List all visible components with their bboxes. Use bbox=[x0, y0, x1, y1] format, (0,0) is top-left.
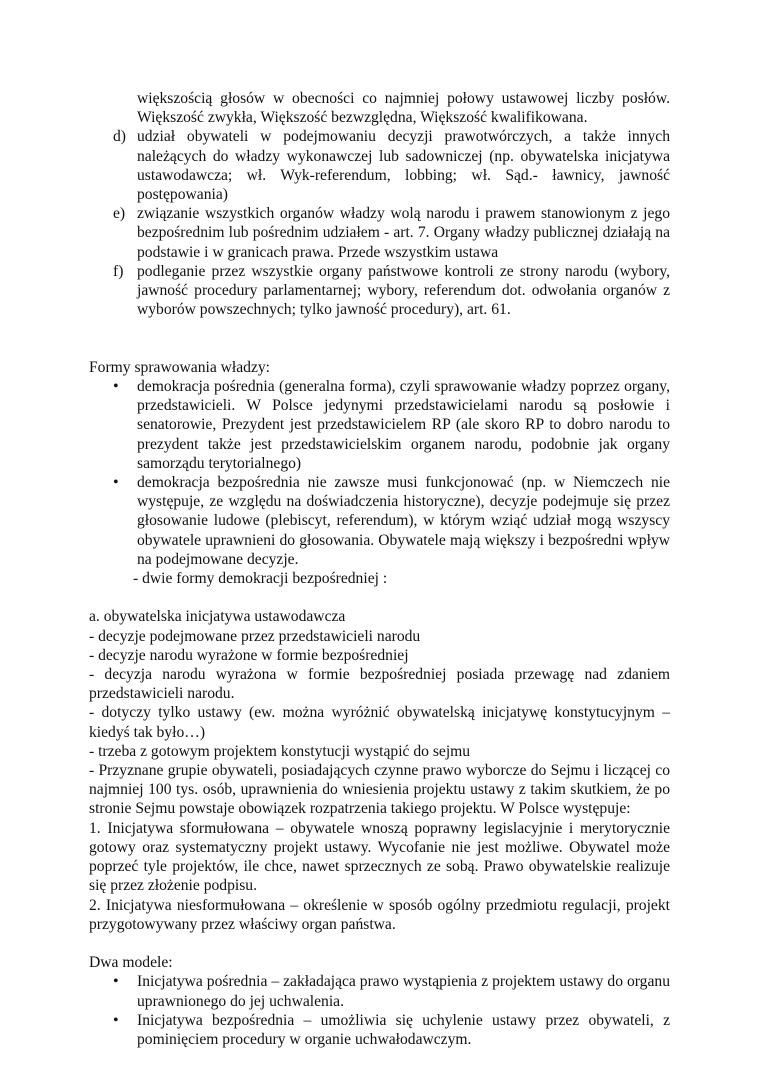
models-heading: Dwa modele: bbox=[89, 954, 173, 972]
bullet-text: demokracja pośrednia (generalna forma), czyli sprawowanie władzy poprzez organy, przedstawicieli. W Polsce jedynymi przedstawicielami narodu są posłowie i senatorowie, Prezydent jest przedstawicielem RP (ale skoro RP to dobro narodu to prezydent także jest przedstawicielskim organem narodu, podobnie jak organy samorządu terytorialnego) bbox=[137, 378, 670, 472]
lettered-item-f bbox=[89, 262, 670, 320]
initiative-line: - dotyczy tylko ustawy (ew. można wyróżnić obywatelską inicjatywę konstytucyjnym – kiedyś tak było…) bbox=[89, 704, 670, 741]
bullet-icon bbox=[113, 377, 131, 396]
initiative-line: - decyzja narodu wyrażona w formie bezpośredniej posiada przewagę nad zdaniem przedstawicieli narodu. bbox=[89, 666, 670, 703]
item-text: podleganie przez wszystkie organy państwowe kontroli ze strony narodu (wybory, jawność procedury parlamentarnej; wybory, referendum dot. odwołania organów z wyborów powszechnych; tylko jawność procedury), art. 61. bbox=[137, 262, 670, 319]
initiative-line: 1. Inicjatywa sformułowana – obywatele wnoszą poprawny legislacyjnie i merytorycznie gotowy oraz systematyczny projekt ustawy. Wycofanie nie jest możliwe. Obywatel może poprzeć tyle projektów, ile chce, nawet sprzecznych ze sobą. Prawo obywatelskie realizuje się przez złożenie podpisu. bbox=[89, 819, 670, 895]
forms-bullet bbox=[89, 473, 670, 569]
spacer bbox=[89, 588, 670, 607]
bullet-text: Inicjatywa pośrednia – zakładająca prawo wystąpienia z projektem ustawy do organu uprawnionego do jej uchwalenia. bbox=[137, 973, 670, 1010]
bullet-text: Inicjatywa bezpośrednia – umożliwia się uchylenie ustawy przez obywateli, z pominięciem procedury w organie uchwałodawczym. bbox=[137, 1011, 670, 1048]
item-label: d) bbox=[113, 128, 126, 146]
initiative-line: - decyzje narodu wyrażone w formie bezpośredniej bbox=[89, 646, 409, 664]
models-bullet bbox=[89, 972, 670, 1010]
spacer bbox=[89, 319, 670, 357]
item-text: udział obywateli w podejmowaniu decyzji prawotwórczych, a także innych należących do władzy wykonawczej lub sadowniczej (np. obywatelska inicjatywa ustawodawcza; wł. Wyk-referendum, lobbing; wł. Sąd.- ławnicy, jawność postępowania) bbox=[137, 128, 670, 204]
spacer bbox=[89, 934, 670, 953]
bullet-icon bbox=[113, 1011, 131, 1030]
item-label: f) bbox=[113, 262, 124, 280]
sub-note: - dwie formy demokracji bezpośredniej : bbox=[133, 570, 388, 588]
forms-heading: Formy sprawowania władzy: bbox=[89, 358, 271, 376]
document-page bbox=[89, 89, 670, 1049]
initiative-line: - Przyznane grupie obywateli, posiadających czynne prawo wyborcze do Sejmu i liczącej co najmniej 100 tys. osób, uprawnienia do wniesienia projektu ustawy z takim skutkiem, że po stronie Sejmu powstaje obowiązek rozpatrzenia takiego projektu. W Polsce występuje: bbox=[89, 762, 670, 818]
forms-bullet bbox=[89, 377, 670, 473]
lettered-item-d bbox=[89, 127, 670, 204]
initiative-line: - trzeba z gotowym projektem konstytucji wystąpić do sejmu bbox=[89, 742, 471, 760]
initiative-line: 2. Inicjatywa niesformułowana – określenie w sposób ogólny przedmiotu regulacji, projekt przygotowywany przez właściwy organ państwa. bbox=[89, 896, 670, 933]
continuation-paragraph: większością głosów w obecności co najmniej połowy ustawowej liczby posłów. Większość zwykła, Większość bezwzględna, Większość kwalifikowana. bbox=[137, 90, 670, 127]
bullet-text: demokracja bezpośrednia nie zawsze musi funkcjonować (np. w Niemczech nie występuje, ze względu na doświadczenia historyczne), decyzje podejmuje się przez głosowanie ludowe (plebiscyt, referendum), w którym wziąć udział mogą wszyscy obywatele uprawnieni do głosowania. Obywatele mają większy i bezpośredni wpływ na podejmowane decyzje. bbox=[137, 474, 670, 568]
initiative-line: - decyzje podejmowane przez przedstawicieli narodu bbox=[89, 627, 421, 645]
item-label: e) bbox=[113, 205, 126, 223]
item-text: związanie wszystkich organów władzy wolą narodu i prawem stanowionym z jego bezpośrednim lub pośrednim udziałem - art. 7. Organy władzy publicznej działają na podstawie i w granicach prawa. Przede wszystkim ustawa bbox=[137, 205, 670, 261]
models-bullet bbox=[89, 1011, 670, 1049]
initiative-heading: a. obywatelska inicjatywa ustawodawcza bbox=[89, 608, 346, 626]
bullet-icon bbox=[113, 972, 131, 991]
bullet-icon bbox=[113, 473, 131, 492]
lettered-item-e bbox=[89, 204, 670, 262]
